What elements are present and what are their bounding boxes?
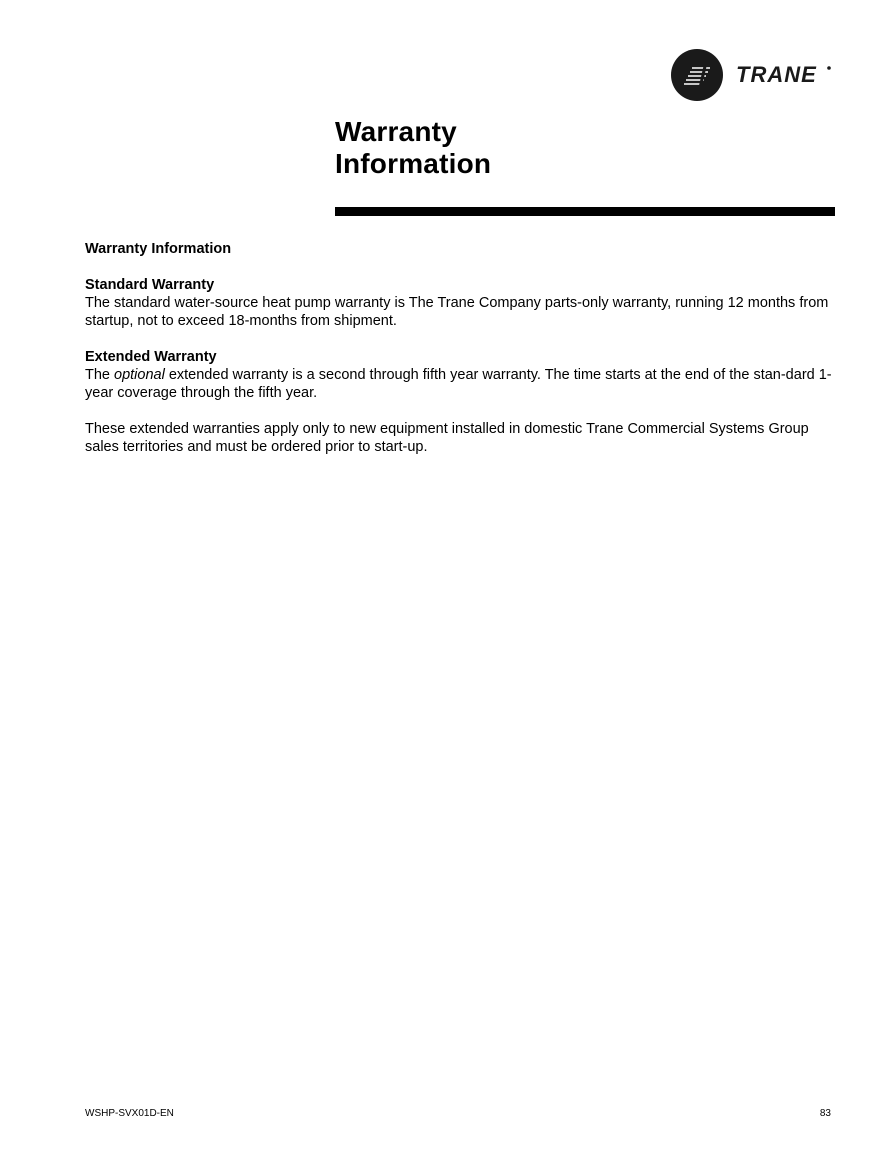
extended-body-suffix: extended warranty is a second through fifth year warranty. The time starts at the end of the stan-dard 1-year coverage through the fifth year. [85,367,832,401]
standard-warranty-heading: Standard Warranty [85,277,215,293]
trane-logo-icon [670,48,835,102]
logo-wordmark: TRANE [736,62,817,87]
page-title-line-2: Information [335,148,492,179]
extended-warranty-note: These extended warranties apply only to new equipment installed in domestic Trane Commercial Systems Group sales territories and must be ordered prior to start-up. [85,421,809,455]
page-title-line-1: Warranty [335,116,457,147]
optional-word: optional [114,367,165,383]
footer-doc-id: WSHP-SVX01D-EN [85,1108,174,1119]
warranty-content [85,240,837,456]
extended-body-prefix: The [85,367,115,383]
extended-warranty-body [85,366,837,402]
extended-warranty-heading: Extended Warranty [85,349,217,365]
footer-page-number: 83 [819,1108,831,1119]
standard-warranty-body: The standard water-source heat pump warranty is The Trane Company parts-only warranty, running 12 months from startup, not to exceed 18-months from shipment. [85,295,829,329]
title-rule [335,207,835,216]
page-title [335,116,491,180]
trane-logo [670,48,835,102]
section-heading: Warranty Information [85,241,232,257]
